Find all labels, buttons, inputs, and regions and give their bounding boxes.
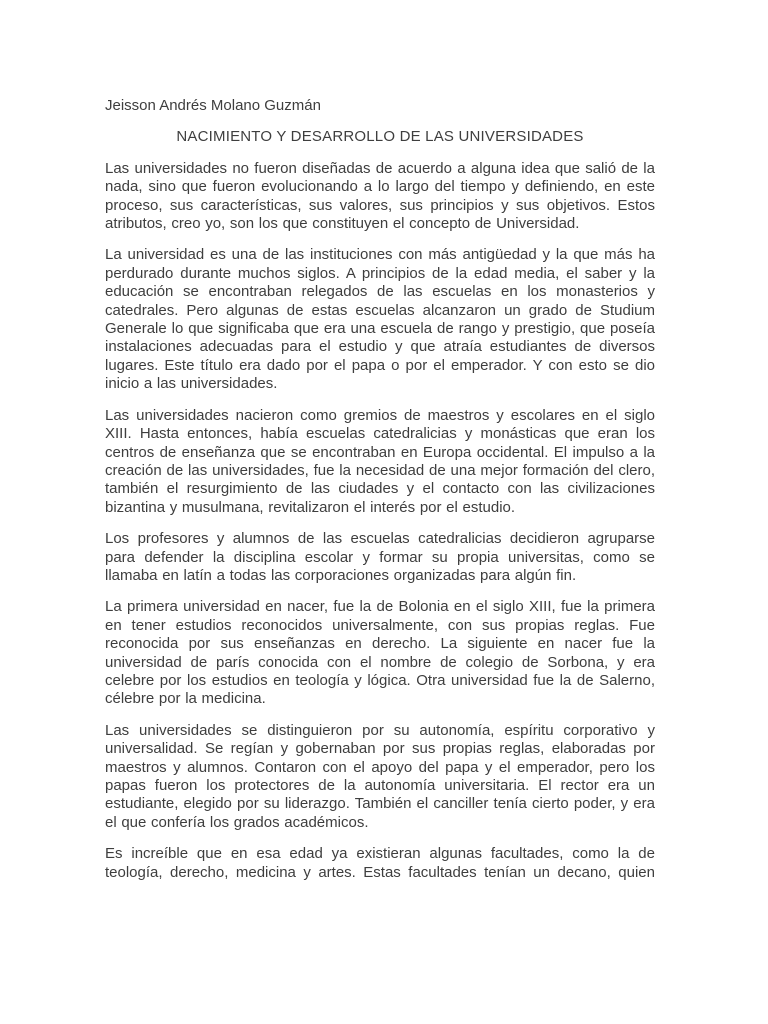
paragraph-1: Las universidades no fueron diseñadas de acuerdo a alguna idea que salió de la nada, sino que fueron evolucionando a lo largo del tiempo y definiendo, en este proceso, sus características, sus valores, sus principios y sus objetivos. Estos atributos, creo yo, son los que constituyen el concepto de Universidad.: [105, 159, 655, 233]
paragraph-5: La primera universidad en nacer, fue la de Bolonia en el siglo XIII, fue la primera en tener estudios reconocidos universalmente, con sus propias reglas. Fue reconocida por sus enseñanzas en derecho. La siguiente en nacer fue la universidad de parís conocida con el nombre de colegio de Sorbona, y era celebre por los estudios en teología y lógica. Otra universidad fue la de Salerno, célebre por la medicina.: [105, 598, 655, 708]
document-title: NACIMIENTO Y DESARROLLO DE LAS UNIVERSIDADES: [176, 128, 584, 146]
paragraph-2: La universidad es una de las instituciones con más antigüedad y la que más ha perdurado durante muchos siglos. A principios de la edad media, el saber y la educación se encontraban relegados de las escuelas en los monasterios y catedrales. Pero algunas de estas escuelas alcanzaron un grado de Studium Generale lo que significaba que era una escuela de rango y prestigio, que poseía instalaciones adecuadas para el estudio y que atraía estudiantes de diversos lugares. Este título era dado por el papa o por el emperador. Y con esto se dio inicio a las universidades.: [105, 246, 655, 393]
author-line: Jeisson Andrés Molano Guzmán: [105, 97, 321, 114]
paragraph-6: Las universidades se distinguieron por su autonomía, espíritu corporativo y universalidad. Se regían y gobernaban por sus propias reglas, elaboradas por maestros y alumnos. Contaron con el apoyo del papa y el emperador, pero los papas fueron los protectores de la autonomía universitaria. El rector era un estudiante, elegido por su liderazgo. También el canciller tenía cierto poder, y era el que confería los grados académicos.: [105, 721, 655, 831]
paragraph-7: Es increíble que en esa edad ya existieran algunas facultades, como la de teología, derecho, medicina y artes. Estas facultades tenían un decano, quien: [105, 845, 655, 881]
paragraph-3: Las universidades nacieron como gremios de maestros y escolares en el siglo XIII. Hasta entonces, había escuelas catedralicias y monásticas que eran los centros de enseñanza que se encontraban en Europa occidental. El impulso a la creación de las universidades, fue la necesidad de una mejor formación del clero, también el resurgimiento de las ciudades y el contacto con las civilizaciones bizantina y musulmana, revitalizaron el interés por el estudio.: [105, 406, 655, 516]
paragraph-4: Los profesores y alumnos de las escuelas catedralicias decidieron agruparse para defender la disciplina escolar y formar su propia universitas, como se llamaba en latín a todas las corporaciones organizadas para algún fin.: [105, 530, 655, 584]
